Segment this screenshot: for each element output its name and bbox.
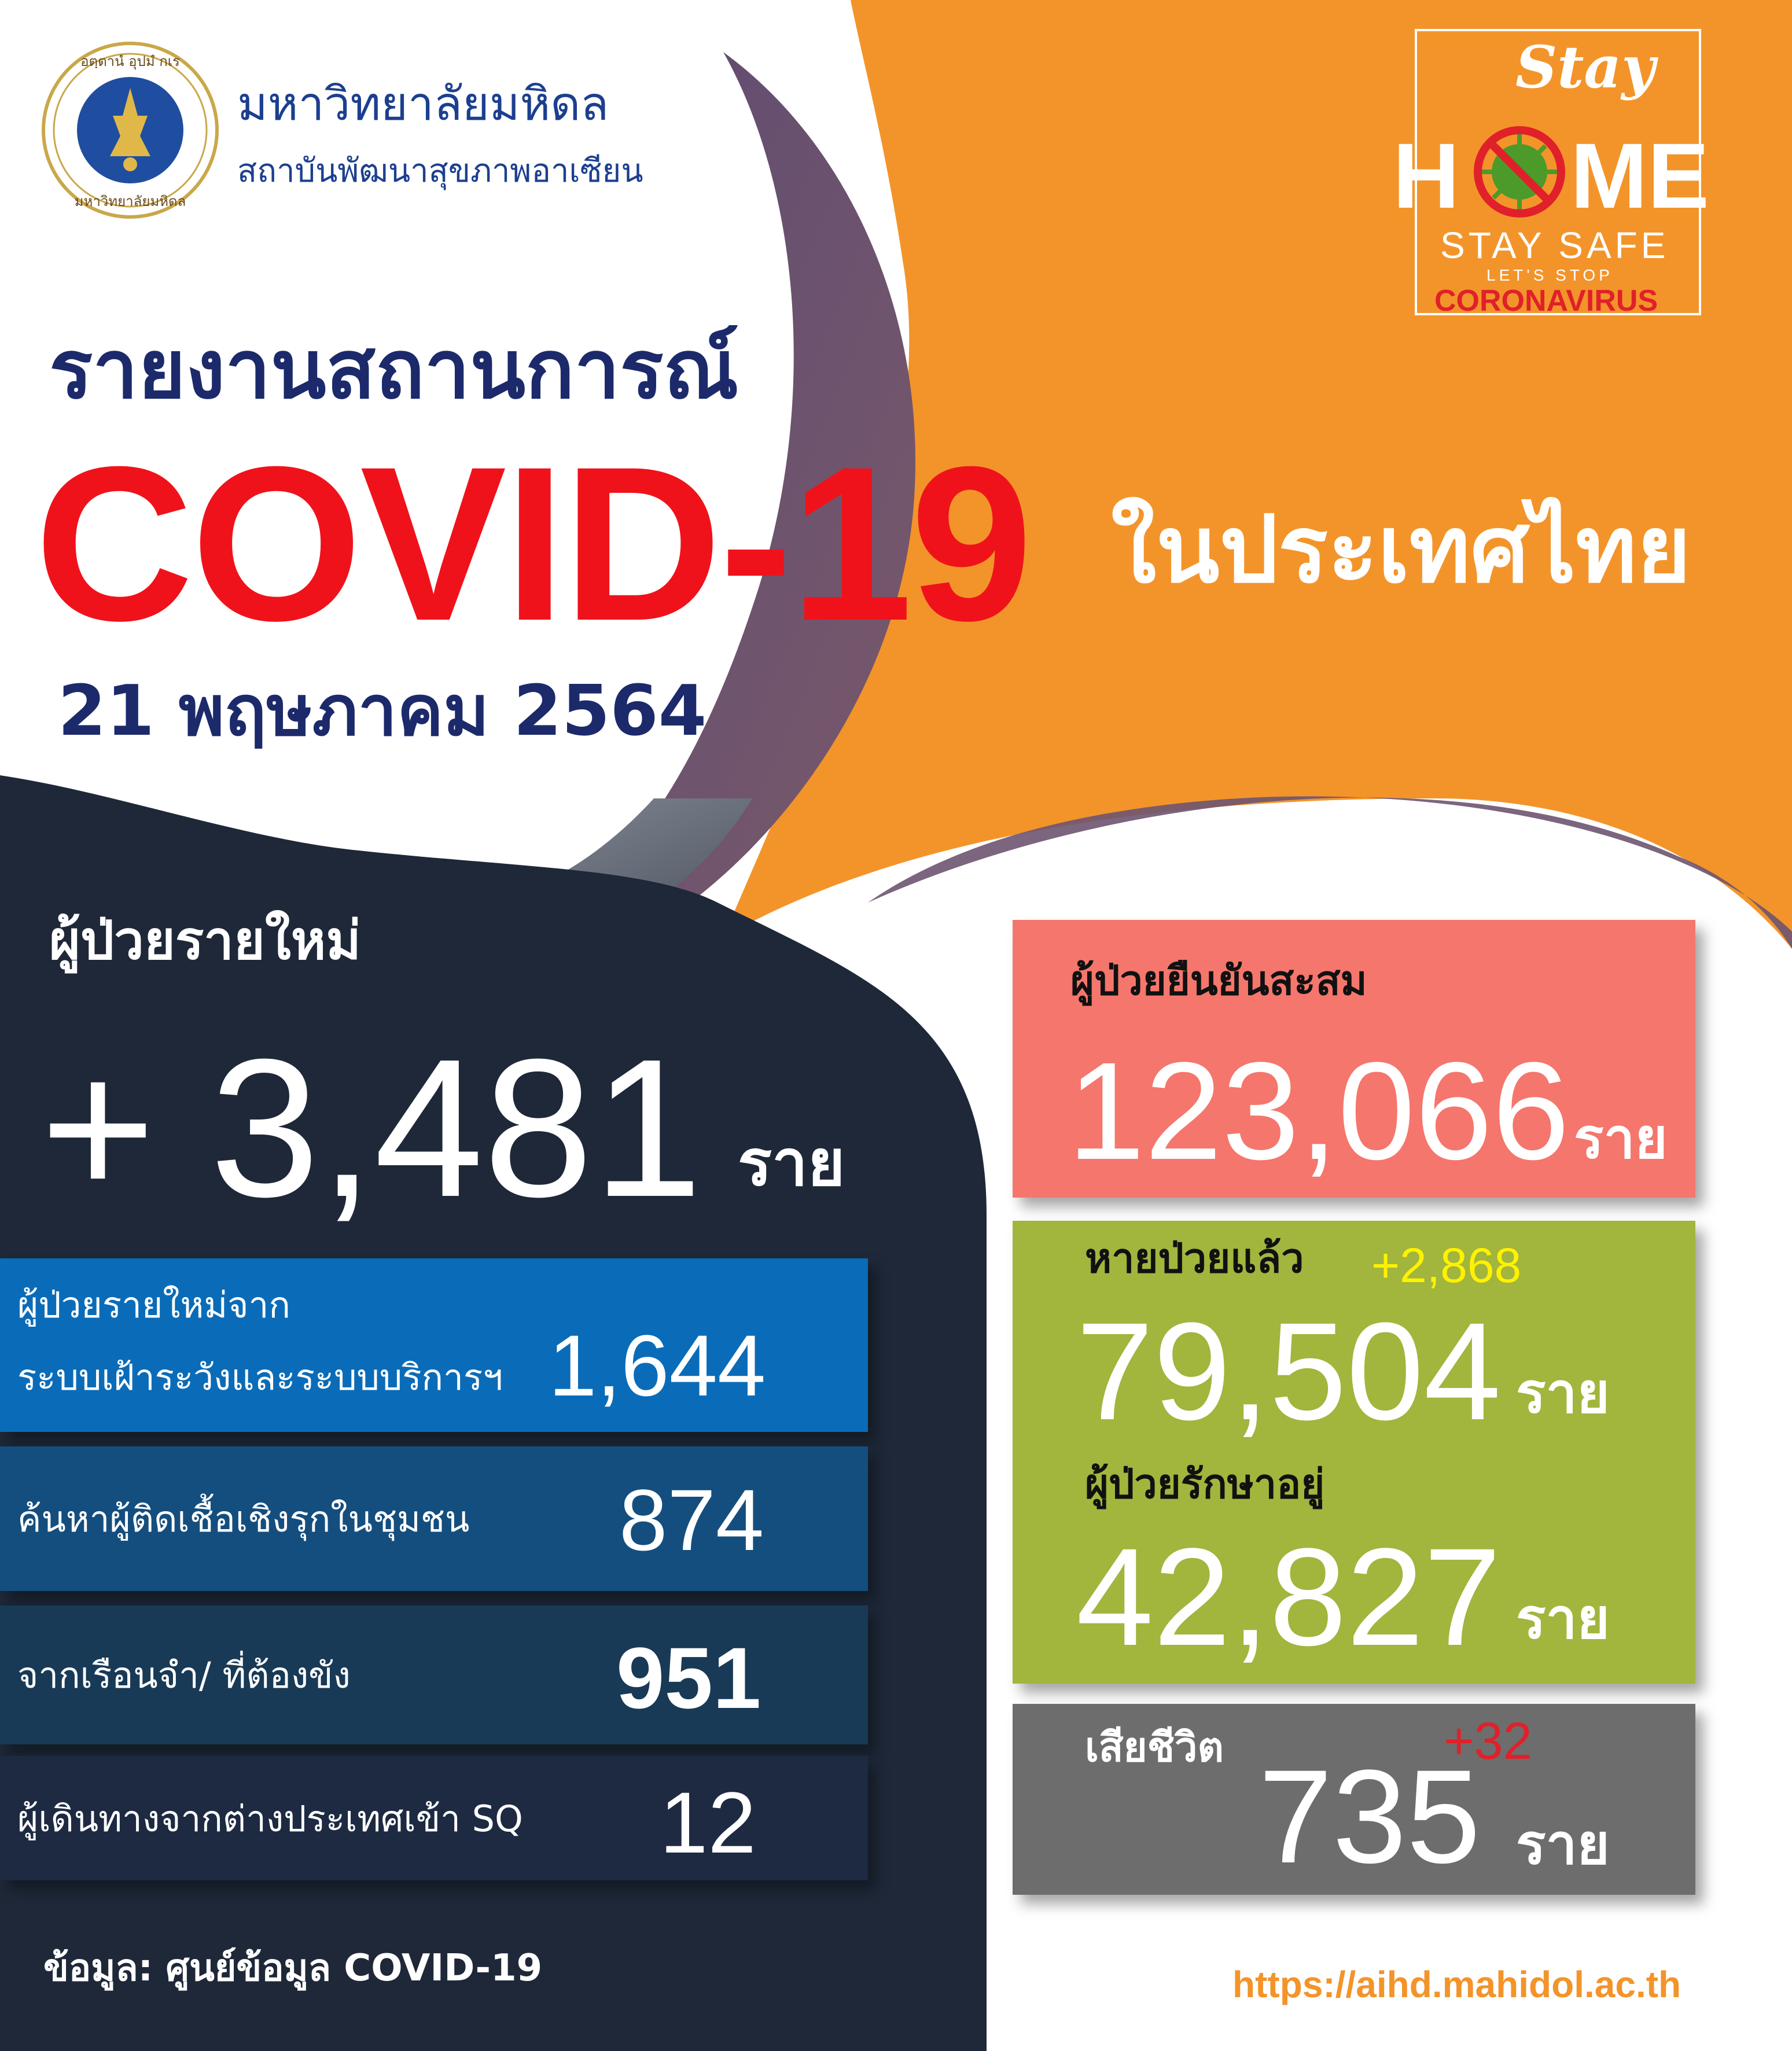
- website-link[interactable]: https://aihd.mahidol.ac.th: [1232, 1964, 1681, 2005]
- recovered-unit: ราย: [1516, 1361, 1610, 1426]
- breakdown-label-line2: ระบบเฝ้าระวังและระบบบริการฯ: [17, 1356, 503, 1398]
- report-title: รายงานสถานการณ์: [49, 323, 739, 417]
- treatment-unit: ราย: [1516, 1586, 1610, 1651]
- cumulative-cases-card: [1013, 920, 1695, 1198]
- breakdown-value: 874: [619, 1471, 764, 1568]
- stay-script-text: Stay: [1515, 33, 1655, 101]
- report-date: 21 พฤษภาคม 2564: [58, 671, 707, 752]
- cumulative-value: 123,066: [1068, 1033, 1570, 1188]
- cumulative-label: ผู้ป่วยยืนยันสะสม: [1070, 957, 1367, 1004]
- stay-safe-text: STAY SAFE: [1440, 224, 1669, 266]
- new-cases-label: ผู้ป่วยรายใหม่: [49, 909, 362, 971]
- new-cases-value: + 3,481: [41, 1018, 702, 1238]
- cumulative-unit: ราย: [1574, 1106, 1668, 1171]
- covid-title: COVID-19: [35, 421, 1031, 667]
- breakdown-value: 1,644: [549, 1317, 766, 1414]
- coronavirus-text: CORONAVIRUS: [1434, 284, 1658, 318]
- country-title: ในประเทศไทย: [1111, 495, 1691, 603]
- breakdown-row-sq: [0, 1756, 868, 1880]
- breakdown-label: จากเรือนจำ/ ที่ต้องขัง: [17, 1654, 351, 1696]
- breakdown-row-prison: [0, 1606, 868, 1744]
- recovered-delta: +2,868: [1371, 1238, 1522, 1293]
- institute-name: สถาบันพัฒนาสุขภาพอาเซียน: [237, 152, 643, 190]
- breakdown-label: ผู้เดินทางจากต่างประเทศเข้า SQ: [17, 1798, 523, 1840]
- breakdown-label: ค้นหาผู้ติดเชื้อเชิงรุกในชุมชน: [17, 1498, 470, 1540]
- university-name: มหาวิทยาลัยมหิดล: [237, 77, 609, 131]
- breakdown-label: ผู้ป่วยรายใหม่จาก: [17, 1284, 290, 1326]
- deaths-value: 735: [1259, 1742, 1481, 1891]
- deaths-label: เสียชีวิต: [1085, 1724, 1224, 1771]
- breakdown-row-surveillance: [0, 1258, 868, 1432]
- breakdown-row-community: [0, 1446, 868, 1591]
- virus-prohibited-icon: [1470, 123, 1569, 221]
- recovered-value: 79,504: [1076, 1294, 1502, 1449]
- stay-home-badge: [1393, 29, 1709, 318]
- breakdown-value: 12: [660, 1774, 756, 1871]
- svg-text:อตฺตานํ อุปมํ กเร: อตฺตานํ อุปมํ กเร: [80, 53, 180, 69]
- lets-stop-text: LET'S STOP: [1486, 266, 1613, 284]
- treatment-label: ผู้ป่วยรักษาอยู่: [1085, 1460, 1325, 1508]
- deaths-unit: ราย: [1516, 1812, 1610, 1877]
- home-me-letters: ME: [1570, 124, 1709, 227]
- mahidol-seal-logo: [41, 40, 220, 220]
- recovered-label: หายป่วยแล้ว: [1085, 1235, 1304, 1282]
- data-source: ข้อมูล: ศูนย์ข้อมูล COVID-19: [43, 1947, 543, 1990]
- new-cases-unit: ราย: [738, 1126, 845, 1200]
- recovered-card: [1013, 1221, 1695, 1684]
- deaths-delta: +32: [1444, 1713, 1532, 1770]
- home-h-letter: H: [1393, 124, 1460, 227]
- breakdown-value: 951: [616, 1629, 761, 1726]
- deaths-card: [1013, 1704, 1695, 1895]
- treatment-value: 42,827: [1076, 1519, 1502, 1674]
- svg-text:มหาวิทยาลัยมหิดล: มหาวิทยาลัยมหิดล: [74, 193, 186, 209]
